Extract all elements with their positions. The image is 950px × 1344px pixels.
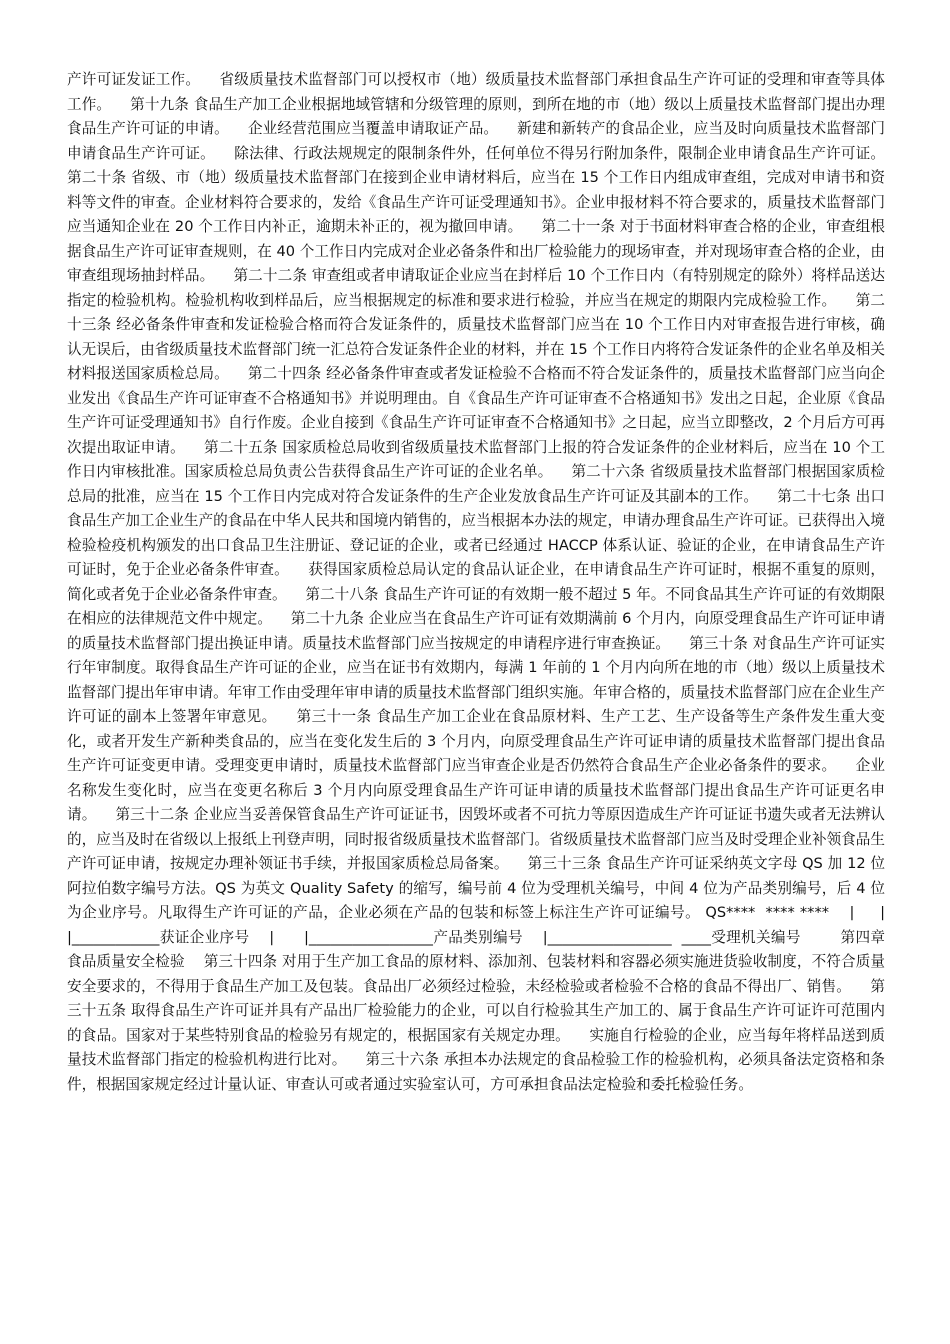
document-page [67, 68, 909, 1318]
regulation-body-text: 产许可证发证工作。 省级质量技术监督部门可以授权市（地）级质量技术监督部门承担食品生产许可证的受理和审查等具体工作。 第十九条 食品生产加工企业根据地域管辖和分级管理的原则，到所在地的市（地）级以上质量技术监督部门提出办理食品生产许可证的申请。 企业经营范围应当覆盖申请取证产品。 新建和新转产的食品企业，应当及时向质量技术监督部门申请食品生产许可证。 除法律、行政法规规定的限制条件外，任何单位不得另行附加条件，限制企业申请食品生产许可证。 第二十条 省级、市（地）级质量技术监督部门在接到企业申请材料后，应当在 15 个工作日内组成审查组，完成对申请书和资料等文件的审查。企业材料符合要求的，发给《食品生产许可证受理通知书》。企业申报材料不符合要求的，质量技术监督部门应当通知企业在 20 个工作日内补正，逾期未补正的，视为撤回申请。 第二十一条 对于书面材料审查合格的企业，审查组根据食品生产许可证审查规则，在 40 个工作日内完成对企业必备条件和出厂检验能力的现场审查，并对现场审查合格的企业，由审查组现场抽封样品。 第二十二条 审查组或者申请取证企业应当在封样后 10 个工作日内（有特别规定的除外）将样品送达指定的检验机构。检验机构收到样品后，应当根据规定的标准和要求进行检验，并应当在规定的期限内完成检验工作。 第二十三条 经必备条件审查和发证检验合格而符合发证条件的，质量技术监督部门应当在 10 个工作日内对审查报告进行审核，确认无误后，由省级质量技术监督部门统一汇总符合发证条件企业的材料，并在 15 个工作日内将符合发证条件的企业名单及相关材料报送国家质检总局。 第二十四条 经必备条件审查或者发证检验不合格而不符合发证条件的，质量技术监督部门应当向企业发出《食品生产许可证审查不合格通知书》并说明理由。自《食品生产许可证审查不合格通知书》发出之日起，企业原《食品生产许可证受理通知书》自行作废。企业自接到《食品生产许可证审查不合格通知书》之日起，应当立即整改，2 个月后方可再次提出取证申请。 第二十五条 国家质检总局收到省级质量技术监督部门上报的符合发证条件的企业材料后，应当在 10 个工作日内审核批准。国家质检总局负责公告获得食品生产许可证的企业名单。 第二十六条 省级质量技术监督部门根据国家质检总局的批准，应当在 15 个工作日内完成对符合发证条件的生产企业发放食品生产许可证及其副本的工作。 第二十七条 出口食品生产加工企业生产的食品在中华人民共和国境内销售的，应当根据本办法的规定，申请办理食品生产许可证。已获得出入境检验检疫机构颁发的出口食品卫生注册证、登记证的企业，或者已经通过 HACCP 体系认证、验证的企业，在申请食品生产许可证时，免于企业必备条件审查。 获得国家质检总局认定的食品认证企业，在申请食品生产许可证时，根据不重复的原则，简化或者免于企业必备条件审查。 第二十八条 食品生产许可证的有效期一般不超过 5 年。不同食品其生产许可证的有效期限在相应的法律规范文件中规定。 第二十九条 企业应当在食品生产许可证有效期满前 6 个月内，向原受理食品生产许可证申请的质量技术监督部门提出换证申请。质量技术监督部门应当按规定的申请程序进行审查换证。 第三十条 对食品生产许可证实行年审制度。取得食品生产许可证的企业，应当在证书有效期内，每满 1 年前的 1 个月内向所在地的市（地）级以上质量技术监督部门提出年审申请。年审工作由受理年审申请的质量技术监督部门组织实施。年审合格的，质量技术监督部门应在企业生产许可证的副本上签署年审意见。 第三十一条 食品生产加工企业在食品原材料、生产工艺、生产设备等生产条件发生重大变化，或者开发生产新种类食品的，应当在变化发生后的 3 个月内，向原受理食品生产许可证申请的质量技术监督部门提出食品生产许可证变更申请。受理变更申请时，质量技术监督部门应当审查企业是否仍然符合食品生产企业必备条件的要求。 企业名称发生变化时，应当在变更名称后 3 个月内向原受理食品生产许可证申请的质量技术监督部门提出食品生产许可证更名申请。 第三十二条 企业应当妥善保管食品生产许可证证书，因毁坏或者不可抗力等原因造成生产许可证证书遗失或者无法辨认的，应当及时在省级以上报纸上刊登声明，同时报省级质量技术监督部门。省级质量技术监督部门应当及时受理企业补领食品生产许可证申请，按规定办理补领证书手续，并报国家质检总局备案。 第三十三条 食品生产许可证采纳英文字母 QS 加 12 位阿拉伯数字编号方法。QS 为英文 Quality Safety 的缩写，编号前 4 位为受理机关编号，中间 4 位为产品类别编号，后 4 位为企业序号。凡取得生产许可证的产品，企业必须在产品的包装和标签上标注生产许可证编号。 QS**** **** **** | | |____________获证企业序号 | |_________________产品类别编号 |_________________ ____受理机关编号 第四章 食品质量安全检验 第三十四条 对用于生产加工食品的原材料、添加剂、包装材料和容器必须实施进货验收制度，不符合质量安全要求的，不得用于食品生产加工及包装。食品出厂必须经过检验，未经检验或者检验不合格的食品不得出厂、销售。 第三十五条 取得食品生产许可证并具有产品出厂检验能力的企业，可以自行检验其生产加工的、属于食品生产许可证许可范围内的食品。国家对于某些特别食品的检验另有规定的，根据国家有关规定办理。 实施自行检验的企业，应当每年将样品送到质量技术监督部门指定的检验机构进行比对。 第三十六条 承担本办法规定的食品检验工作的检验机构，必须具备法定资格和条件，根据国家规定经过计量认证、审查认可或者通过实验室认可，方可承担食品法定检验和委托检验任务。 [67, 71, 909, 1093]
